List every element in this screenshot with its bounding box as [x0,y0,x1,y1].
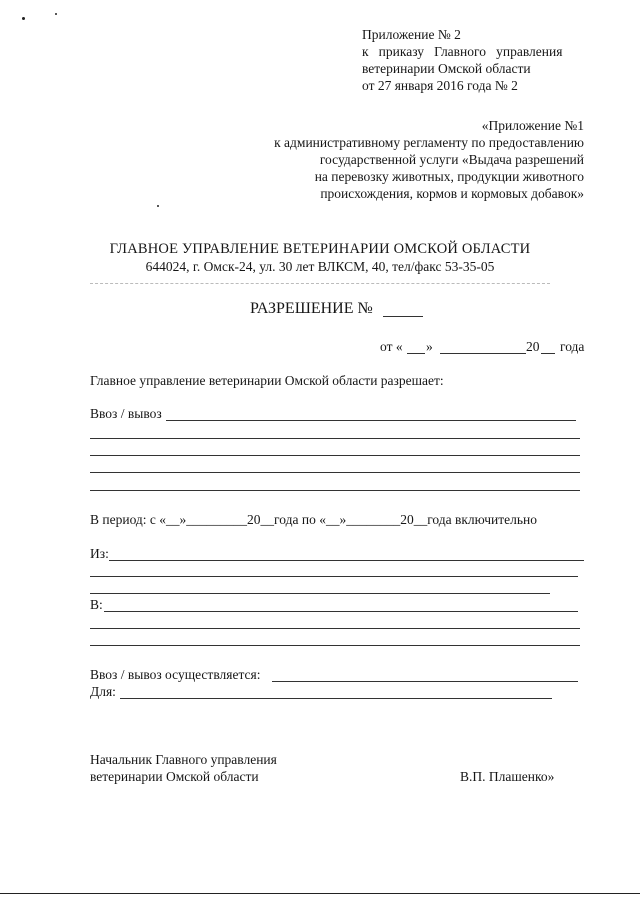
permit-title-text: РАЗРЕШЕНИЕ № [250,300,373,317]
to-blank [104,611,578,612]
for-label: Для: [90,684,116,699]
signatory-name: В.П. Плашенко» [460,769,555,784]
permit-date-year-prefix: 20 [526,339,540,354]
from-label: Из: [90,546,109,561]
appendix-order-ref: к приказу Главного управления [362,44,563,59]
from-blank [109,560,584,561]
carried-out-label: Ввоз / вывоз осуществляется: [90,667,261,682]
page-bottom-edge [0,893,640,894]
import-export-label: Ввоз / вывоз [90,406,162,421]
appendix-date: от 27 января 2016 года № 2 [362,78,518,93]
carried-out-blank [272,681,578,682]
scan-mark [22,17,25,20]
regulation-line: происхождения, кормов и кормовых добавок» [320,186,584,201]
date-year-blank [541,353,555,354]
date-month-blank [440,353,526,354]
organization-name: ГЛАВНОЕ УПРАВЛЕНИЕ ВЕТЕРИНАРИИ ОМСКОЙ ОБЛАСТИ [109,241,531,257]
regulation-line: государственной услуги «Выдача разрешений [319,152,584,167]
regulation-line: к административному регламенту по предоставлению [274,135,584,150]
import-export-blank [166,420,576,421]
from-blank-line [90,593,550,594]
import-export-blank-line [90,455,580,456]
appendix-number: Приложение № 2 [362,27,461,42]
permit-number-blank [383,316,423,317]
signatory-authority: ветеринарии Омской области [90,769,259,784]
signatory-position: Начальник Главного управления [90,752,277,767]
scan-mark [55,13,57,15]
regulation-line: на перевозку животных, продукции животного [314,169,584,184]
for-blank [120,698,552,699]
from-blank-line [90,576,578,577]
organization-address: 644024, г. Омск-24, ул. 30 лет ВЛКСМ, 40, тел/факс 53-35-05 [145,259,495,274]
scan-mark [157,205,159,207]
permit-date-close-quote: » [426,339,433,354]
to-blank-line [90,645,580,646]
permit-date-year-suffix: года [560,339,585,354]
import-export-blank-line [90,490,580,491]
import-export-blank-line [90,472,580,473]
period-line: В период: с «__»_________20__года по «__»________20__года включительно [90,512,538,527]
appendix-authority: ветеринарии Омской области [362,61,531,76]
permit-intro: Главное управление ветеринарии Омской области разрешает: [90,373,444,388]
organization-divider [90,283,550,284]
regulation-appendix-number: «Приложение №1 [481,118,584,133]
permit-title [250,300,373,318]
date-day-blank [407,353,425,354]
permit-date-prefix: от « [380,339,403,354]
to-label: В: [90,597,103,612]
import-export-blank-line [90,438,580,439]
to-blank-line [90,628,580,629]
